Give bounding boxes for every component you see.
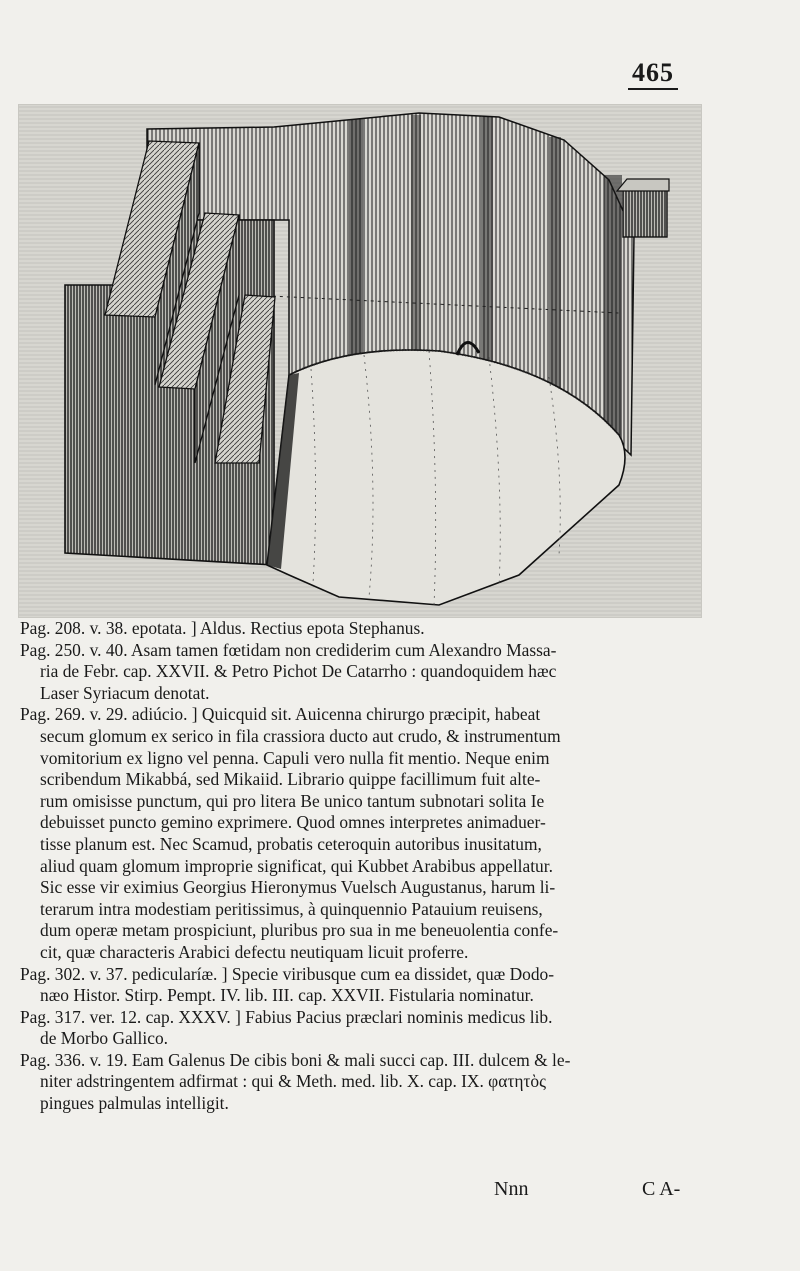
engraving-plate [18,104,702,618]
note-entry [20,704,720,963]
note-entry [20,1050,720,1115]
note-continuation-line: Laser Syriacum denotat. [40,682,210,703]
signature-mark: Nnn [494,1178,529,1200]
note-continuation-line: vomitorium ex ligno vel penna. Capuli vero nulla fit mentio. Neque enim [40,747,550,768]
note-continuation-line: secum glomum ex serico in fila crassiora ducto aut crudo, & instrumentum [40,725,561,746]
cistern-engraving [19,105,701,617]
note-continuation-line: aliud quam glomum improprie significat, qui Kubbet Arabibus appellatur. [40,855,553,876]
catchword: C A- [642,1178,681,1200]
note-continuation-line: de Morbo Gallico. [40,1028,168,1049]
note-entry [20,618,720,640]
note-entry [20,1007,720,1050]
note-continuation-line: dum operæ metam prospiciunt, pluribus pro sua in me beneuolentia confe- [40,920,559,941]
note-first-line: Pag. 208. v. 38. epotata. ] Aldus. Rectius epota Stephanus. [20,618,425,638]
note-entry [20,640,720,705]
note-first-line: Pag. 269. v. 29. adiúcio. ] Quicquid sit. Auicenna chirurgo præcipit, habeat [20,704,541,725]
note-first-line: Pag. 250. v. 40. Asam tamen fœtidam non crediderim cum Alexandro Massa- [20,639,557,660]
note-continuation-line: Sic esse vir eximius Georgius Hieronymus Vuelsch Augustanus, harum li- [40,877,556,898]
note-continuation-line: scribendum Mikabbá, sed Mikaiid. Librario quippe facillimum fuit alte- [40,769,541,790]
note-continuation-line: debuisset puncto gemino exprimere. Quod omnes interpretes animaduer- [40,812,546,833]
note-continuation-line: niter adstringentem adfirmat : qui & Meth. med. lib. X. cap. IX. φατητὸς [40,1071,546,1092]
note-continuation-line: cit, quæ characteris Arabici defectu neutiquam licuit proferre. [40,941,469,962]
note-continuation-line: rum omisisse punctum, qui pro litera Be unico tantum subnotari solita Ie [40,790,545,811]
note-continuation-line: pingues palmulas intelligit. [40,1093,229,1114]
note-continuation-line: ria de Febr. cap. XXVII. & Petro Pichot De Catarrho : quandoquidem hæc [40,661,557,682]
note-continuation-line: næo Histor. Stirp. Pempt. IV. lib. III. cap. XXVII. Fistularia nominatur. [40,985,534,1006]
note-first-line: Pag. 336. v. 19. Eam Galenus De cibis boni & mali succi cap. III. dulcem & le- [20,1049,571,1070]
note-first-line: Pag. 302. v. 37. pedicularíæ. ] Specie viribusque cum ea dissidet, quæ Dodo- [20,963,555,984]
note-continuation-line: tisse planum est. Nec Scamud, probatis ceteroquin autoribus inusitatum, [40,833,542,854]
note-entry [20,964,720,1007]
page-number: 465 [628,58,678,90]
note-continuation-line: terarum intra modestiam peritissimus, à quinquennio Patauium reuisens, [40,898,543,919]
note-first-line: Pag. 317. ver. 12. cap. XXXV. ] Fabius Pacius præclari nominis medicus lib. [20,1006,553,1027]
annotation-notes [20,618,720,1115]
